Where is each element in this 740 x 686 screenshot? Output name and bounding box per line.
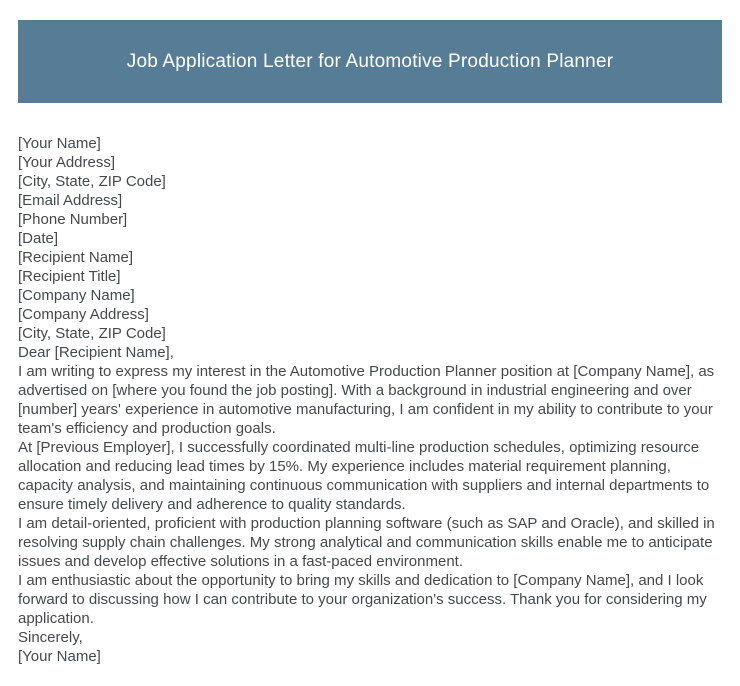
company-address-line: [Company Address] (18, 306, 149, 323)
company-name-line: [Company Name] (18, 287, 135, 304)
paragraph-introduction: I am writing to express my interest in the Automotive Production Planner position at [Company Name], as advertised on [where you found the job posting]. With a background in industrial engineering and over [number] years' experience in automotive manufacturing, I am confident in my ability to contribute to your team's efficiency and production goals. (18, 363, 715, 437)
paragraph-experience: At [Previous Employer], I successfully coordinated multi-line production schedules, optimizing resource allocation and reducing lead times by 15%. My experience includes material requirement planning, capacity analysis, and maintaining continuous communication with suppliers and internal departments to ensure timely delivery and adherence to quality standards. (18, 439, 710, 513)
paragraph-skills: I am detail-oriented, proficient with production planning software (such as SAP and Oracle), and skilled in resolving supply chain challenges. My strong analytical and communication skills enable me to anticipate issues and develop effective solutions in a fast-paced environment. (18, 515, 715, 570)
sender-phone-line: [Phone Number] (18, 211, 128, 228)
recipient-city-line: [City, State, ZIP Code] (18, 325, 166, 342)
sender-city-line: [City, State, ZIP Code] (18, 173, 166, 190)
sender-block (18, 134, 722, 248)
page-title: Job Application Letter for Automotive Production Planner (126, 50, 614, 72)
recipient-title-line: [Recipient Title] (18, 268, 121, 285)
date-line: [Date] (18, 230, 59, 247)
salutation-line: Dear [Recipient Name], (18, 344, 174, 361)
paragraph-enthusiasm: I am enthusiastic about the opportunity to bring my skills and dedication to [Company Name], and I look forward to discussing how I can contribute to your organization's success. Thank you for considering my application. (18, 572, 707, 627)
sender-name-line: [Your Name] (18, 135, 101, 152)
recipient-name-line: [Recipient Name] (18, 249, 134, 266)
header-banner (18, 20, 722, 103)
sender-address-line: [Your Address] (18, 154, 116, 171)
closing-line: Sincerely, (18, 629, 83, 646)
sender-email-line: [Email Address] (18, 192, 123, 209)
signature-line: [Your Name] (18, 648, 101, 665)
recipient-block (18, 248, 722, 343)
document-page (0, 20, 740, 686)
letter-body (18, 134, 722, 666)
